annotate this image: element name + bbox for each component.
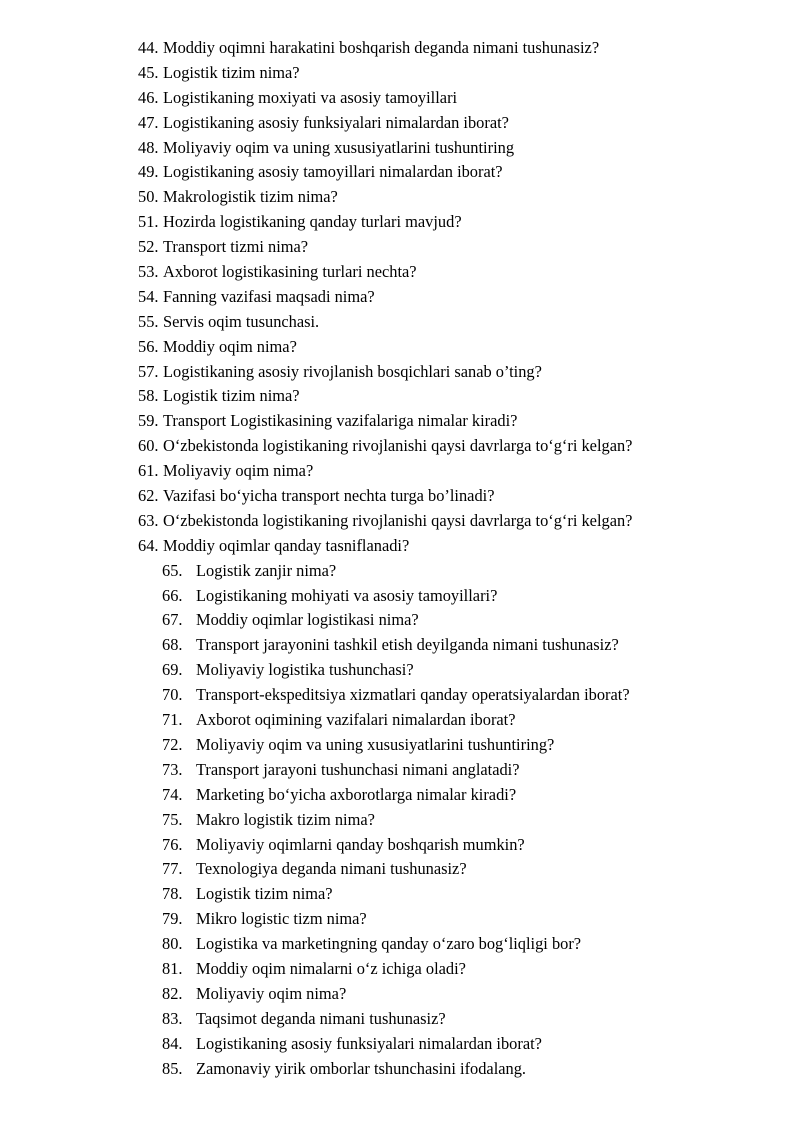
question-item	[0, 608, 800, 633]
question-number: 82.	[162, 983, 183, 1003]
question-item	[0, 409, 800, 434]
question-item	[0, 783, 800, 808]
question-item	[0, 633, 800, 658]
question-text: Transport jarayoni tushunchasi nimani anglatadi?	[196, 759, 520, 779]
question-number: 83.	[162, 1008, 183, 1028]
question-item	[0, 509, 800, 534]
question-text: Taqsimot deganda nimani tushunasiz?	[196, 1008, 446, 1028]
question-text: Logistikaning moxiyati va asosiy tamoyillari	[163, 87, 458, 107]
question-number: 68.	[162, 635, 183, 655]
question-item	[0, 559, 800, 584]
question-number: 78.	[162, 884, 183, 904]
question-item	[0, 584, 800, 609]
question-number: 44.	[138, 38, 159, 57]
question-text: Moliyaviy logistika tushunchasi?	[196, 660, 414, 680]
question-text: Moddiy oqimlar qanday tasniflanadi?	[163, 535, 410, 555]
question-number: 71.	[162, 710, 183, 730]
question-item	[0, 808, 800, 833]
question-number: 56.	[138, 336, 159, 356]
question-item	[0, 434, 800, 459]
question-item	[0, 160, 800, 185]
question-item	[0, 658, 800, 683]
question-text: Logistik tizim nima?	[163, 386, 300, 406]
question-item	[0, 136, 800, 161]
question-number: 47.	[138, 112, 159, 132]
question-text: Moliyaviy oqim nima?	[196, 983, 347, 1003]
question-text: Logistikaning asosiy funksiyalari nimalardan iborat?	[163, 112, 509, 132]
question-number: 70.	[162, 685, 183, 705]
question-text: Texnologiya deganda nimani tushunasiz?	[196, 859, 467, 879]
question-item	[0, 683, 800, 708]
question-number: 80.	[162, 934, 183, 954]
question-item	[0, 335, 800, 360]
question-number: 84.	[162, 1033, 183, 1053]
question-text: Marketing bo‘yicha axborotlarga nimalar kiradi?	[196, 784, 517, 804]
question-item	[0, 932, 800, 957]
question-number: 54.	[138, 286, 159, 306]
question-text: O‘zbekistonda logistikaning rivojlanishi qaysi davrlarga to‘g‘ri kelgan?	[163, 436, 633, 456]
question-item	[0, 459, 800, 484]
question-number: 64.	[138, 535, 159, 555]
question-item	[0, 111, 800, 136]
question-number: 61.	[138, 461, 159, 481]
question-number: 81.	[162, 958, 183, 978]
question-number: 79.	[162, 909, 183, 929]
question-item	[0, 857, 800, 882]
question-item	[0, 758, 800, 783]
question-number: 52.	[138, 237, 159, 257]
question-item	[0, 260, 800, 285]
question-text: Moliyaviy oqim nima?	[163, 461, 314, 481]
question-text: Zamonaviy yirik omborlar tshunchasini ifodalang.	[196, 1058, 527, 1078]
question-number: 66.	[162, 585, 183, 605]
question-text: Moliyaviy oqimlarni qanday boshqarish mumkin?	[196, 834, 525, 854]
question-number: 73.	[162, 759, 183, 779]
question-number: 60.	[138, 436, 159, 456]
question-text: Servis oqim tusunchasi.	[163, 311, 320, 331]
question-item	[0, 1007, 800, 1032]
question-number: 77.	[162, 859, 183, 879]
question-number: 62.	[138, 486, 159, 506]
question-number: 72.	[162, 734, 183, 754]
question-text: Logistik tizim nima?	[163, 62, 300, 82]
question-item	[0, 285, 800, 310]
question-text: Hozirda logistikaning qanday turlari mavjud?	[163, 212, 462, 232]
question-text: Transport-ekspeditsiya xizmatlari qanday operatsiyalardan iborat?	[196, 685, 630, 705]
question-number: 67.	[162, 610, 183, 630]
question-text: Moliyaviy oqim va uning xususiyatlarini tushuntiring	[163, 137, 515, 157]
question-text: Logistik zanjir nima?	[196, 560, 337, 580]
question-number: 76.	[162, 834, 183, 854]
question-text: Logistika va marketingning qanday o‘zaro bog‘liqligi bor?	[196, 934, 582, 954]
question-number: 57.	[138, 361, 159, 381]
question-item	[0, 1032, 800, 1057]
question-text: Moddiy oqimlar logistikasi nima?	[196, 610, 419, 630]
question-text: Logistikaning mohiyati va asosiy tamoyillari?	[196, 585, 498, 605]
question-number: 51.	[138, 212, 159, 232]
question-item	[0, 907, 800, 932]
question-item	[0, 982, 800, 1007]
question-number: 45.	[138, 62, 159, 82]
question-number: 65.	[162, 560, 183, 580]
question-item	[0, 185, 800, 210]
question-text: O‘zbekistonda logistikaning rivojlanishi qaysi davrlarga to‘g‘ri kelgan?	[163, 510, 633, 530]
question-item	[0, 384, 800, 409]
question-text: Vazifasi bo‘yicha transport nechta turga bo’linadi?	[163, 486, 495, 506]
question-text: Axborot logistikasining turlari nechta?	[163, 262, 417, 282]
question-item	[0, 484, 800, 509]
question-item	[0, 882, 800, 907]
question-text: Moddiy oqimni harakatini boshqarish deganda nimani tushunasiz?	[163, 38, 600, 57]
question-text: Logistikaning asosiy tamoyillari nimalardan iborat?	[163, 162, 503, 182]
question-number: 85.	[162, 1058, 183, 1078]
question-text: Transport Logistikasining vazifalariga nimalar kiradi?	[163, 411, 518, 431]
question-item	[0, 36, 800, 61]
question-item	[0, 534, 800, 559]
question-text: Moliyaviy oqim va uning xususiyatlarini tushuntiring?	[196, 734, 555, 754]
question-number: 63.	[138, 510, 159, 530]
question-text: Fanning vazifasi maqsadi nima?	[163, 286, 375, 306]
question-text: Logistikaning asosiy rivojlanish bosqichlari sanab o’ting?	[163, 361, 542, 381]
question-text: Transport jarayonini tashkil etish deyilganda nimani tushunasiz?	[196, 635, 619, 655]
question-item	[0, 61, 800, 86]
question-item	[0, 733, 800, 758]
question-number: 55.	[138, 311, 159, 331]
question-list	[0, 36, 800, 1081]
question-number: 59.	[138, 411, 159, 431]
question-text: Moddiy oqim nimalarni o‘z ichiga oladi?	[196, 958, 466, 978]
question-item	[0, 360, 800, 385]
question-number: 48.	[138, 137, 159, 157]
question-item	[0, 235, 800, 260]
question-number: 50.	[138, 187, 159, 207]
question-text: Makrologistik tizim nima?	[163, 187, 338, 207]
question-number: 53.	[138, 262, 159, 282]
question-item	[0, 310, 800, 335]
question-text: Axborot oqimining vazifalari nimalardan iborat?	[196, 710, 516, 730]
question-number: 49.	[138, 162, 159, 182]
question-number: 75.	[162, 809, 183, 829]
question-item	[0, 210, 800, 235]
question-text: Transport tizmi nima?	[163, 237, 309, 257]
question-text: Moddiy oqim nima?	[163, 336, 297, 356]
question-text: Logistik tizim nima?	[196, 884, 333, 904]
question-number: 58.	[138, 386, 159, 406]
question-number: 74.	[162, 784, 183, 804]
question-item	[0, 957, 800, 982]
question-item	[0, 833, 800, 858]
question-item	[0, 1057, 800, 1082]
question-number: 46.	[138, 87, 159, 107]
question-number: 69.	[162, 660, 183, 680]
question-text: Mikro logistic tizm nima?	[196, 909, 367, 929]
question-item	[0, 708, 800, 733]
question-text: Makro logistik tizim nima?	[196, 809, 375, 829]
question-item	[0, 86, 800, 111]
question-text: Logistikaning asosiy funksiyalari nimalardan iborat?	[196, 1033, 542, 1053]
